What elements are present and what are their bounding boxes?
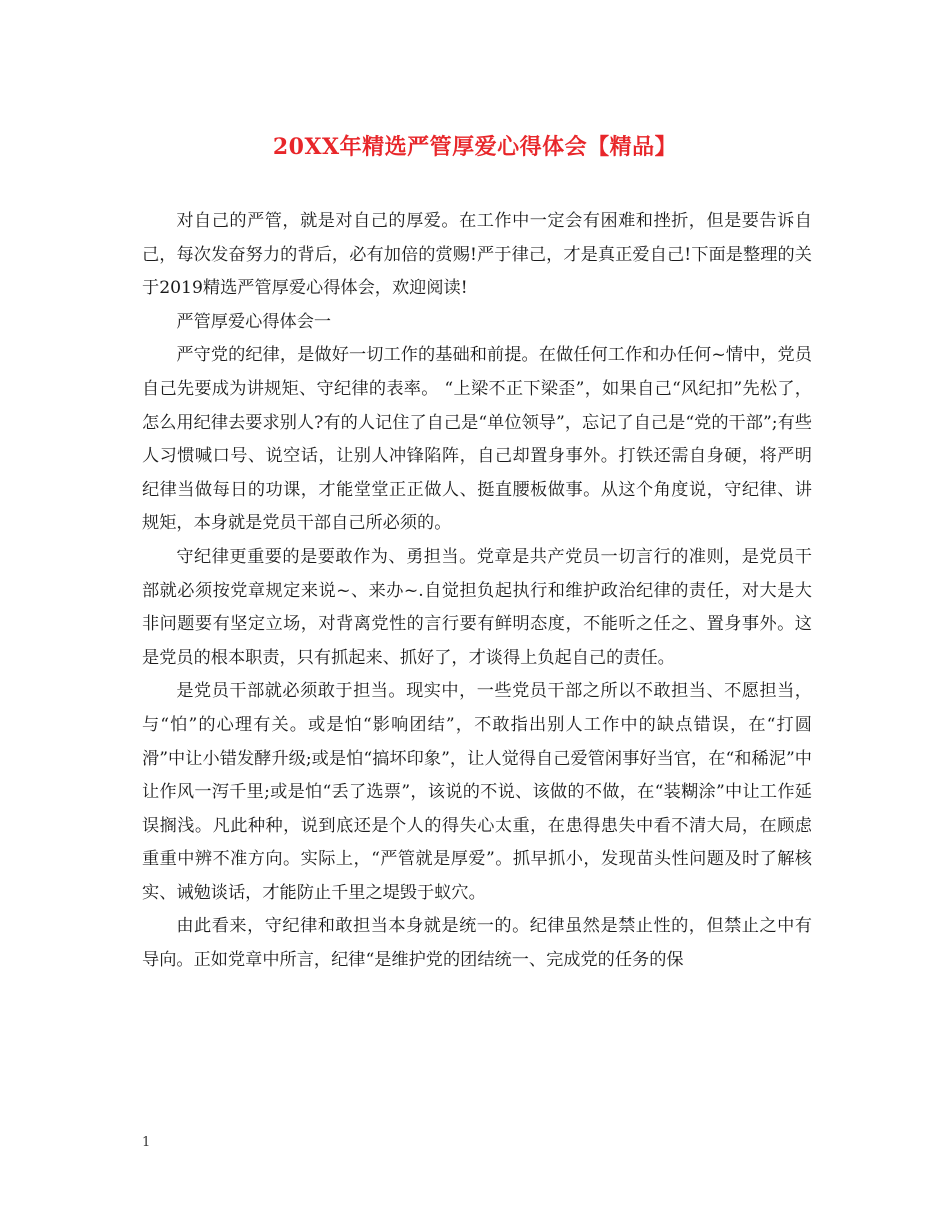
page-number: 1 <box>142 1135 151 1150</box>
paragraph: 守纪律更重要的是要敢作为、勇担当。党章是共产党员一切言行的准则，是党员干部就必须按党章规定来说~、来办~.自觉担负起执行和维护政治纪律的责任，对大是大非问题要有坚定立场，对背离党性的言行要有鲜明态度，不能听之任之、置身事外。这是党员的根本职责，只有抓起来、抓好了，才谈得上负起自己的责任。 <box>142 546 812 668</box>
document-title: 20XX年精选严管厚爱心得体会【精品】 <box>272 134 678 160</box>
section-heading: 严管厚爱心得体会一 <box>176 311 332 332</box>
paragraph-intro: 对自己的严管，就是对自己的厚爱。在工作中一定会有困难和挫折，但是要告诉自己，每次发奋努力的背后，必有加倍的赏赐!严于律己，才是真正爱自己!下面是整理的关于2019精选严管厚爱心得体会，欢迎阅读! <box>142 211 812 299</box>
paragraph: 是党员干部就必须敢于担当。现实中，一些党员干部之所以不敢担当、不愿担当，与“怕”的心理有关。或是怕“影响团结”，不敢指出别人工作中的缺点错误，在“打圆滑”中让小错发酵升级;或是怕“搞坏印象”，让人觉得自己爱管闲事好当官，在“和稀泥”中让作风一泻千里;或是怕“丢了选票”，该说的不说、该做的不做，在“装糊涂”中让工作延误搁浅。凡此种种，说到底还是个人的得失心太重，在患得患失中看不清大局，在顾虑重重中辨不准方向。实际上，“严管就是厚爱”。抓早抓小，发现苗头性问题及时了解核实、诫勉谈话，才能防止千里之堤毁于蚁穴。 <box>142 681 812 903</box>
paragraph: 严守党的纪律，是做好一切工作的基础和前提。在做任何工作和办任何~情中，党员自己先要成为讲规矩、守纪律的表率。 “上梁不正下梁歪”，如果自己“风纪扣”先松了，怎么用纪律去要求别人?有的人记住了自己是“单位领导”，忘记了自己是“党的干部”;有些人习惯喊口号、说空话，让别人冲锋陷阵，自己却置身事外。打铁还需自身硬，将严明纪律当做每日的功课，才能堂堂正正做人、挺直腰板做事。从这个角度说，守纪律、讲规矩，本身就是党员干部自己所必须的。 <box>142 345 812 534</box>
paragraph: 由此看来，守纪律和敢担当本身就是统一的。纪律虽然是禁止性的，但禁止之中有导向。正如党章中所言，纪律“是维护党的团结统一、完成党的任务的保 <box>142 916 812 971</box>
document-body <box>142 205 812 978</box>
